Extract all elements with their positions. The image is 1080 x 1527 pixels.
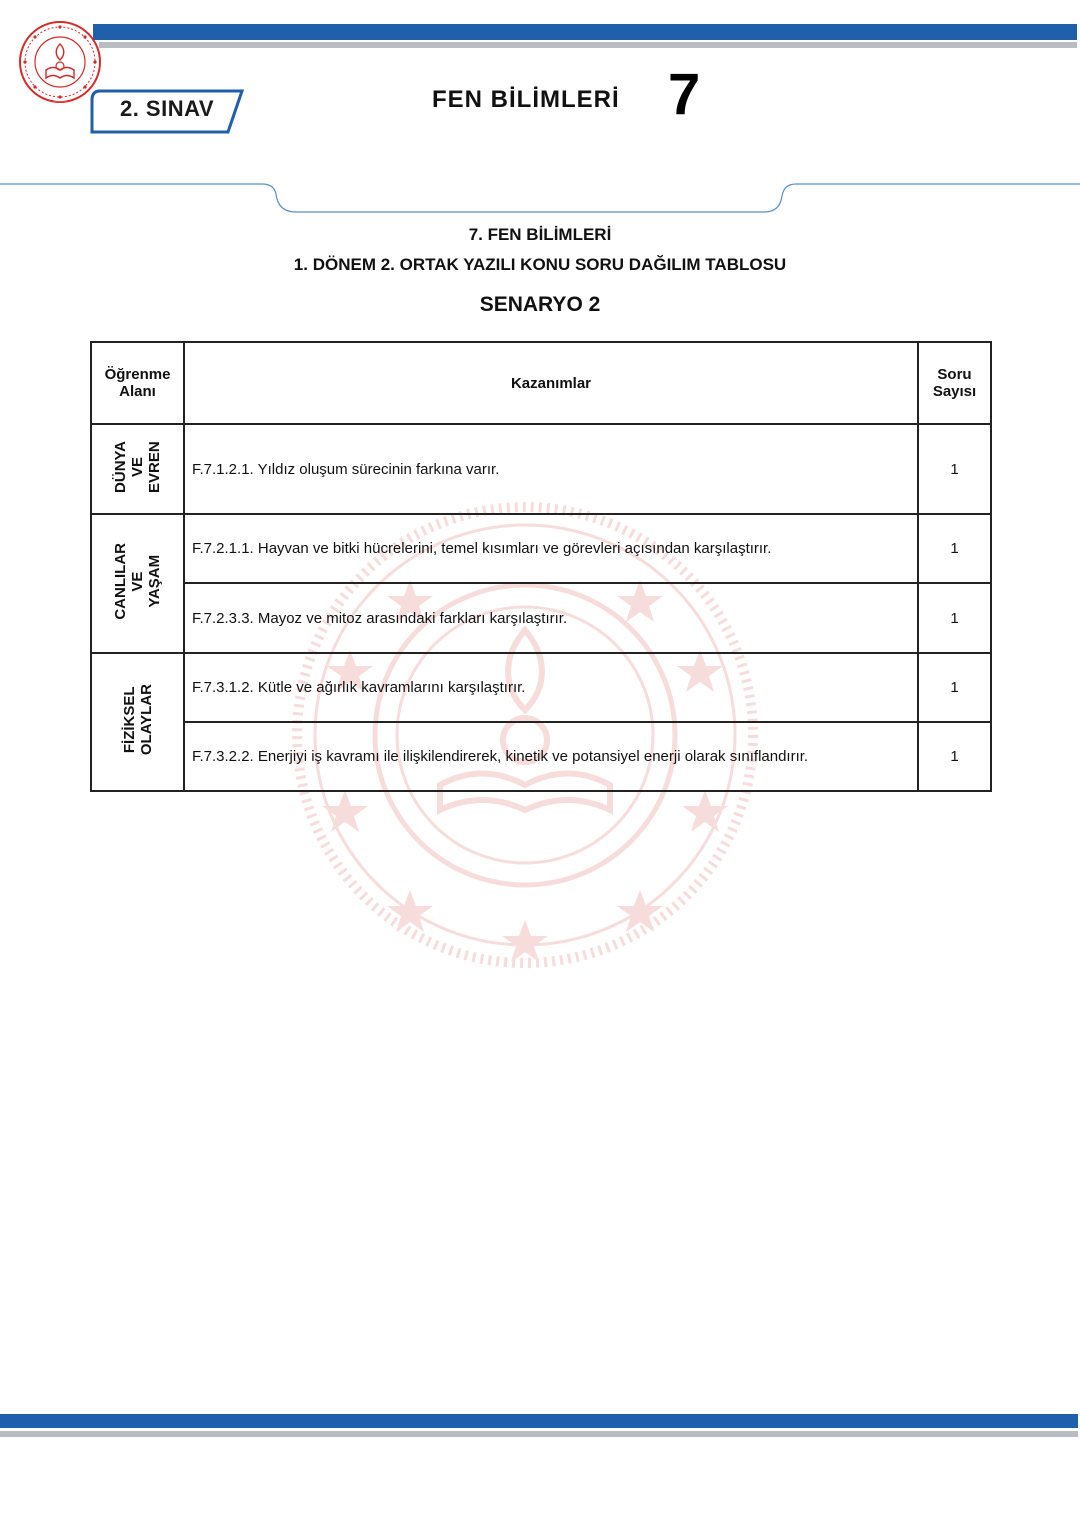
footer-gray-bar [0, 1431, 1078, 1437]
table-row [91, 583, 991, 653]
table-row [91, 424, 991, 514]
kazanim-cell: F.7.2.3.3. Mayoz ve mitoz arasındaki farkları karşılaştırır. [184, 583, 918, 653]
count-cell: 1 [918, 514, 991, 583]
kazanim-cell: F.7.2.1.1. Hayvan ve bitki hücrelerini, temel kısımları ve görevleri açısından karşılaştırır. [184, 514, 918, 583]
scenario-title: SENARYO 2 [479, 293, 601, 316]
header-divider [0, 180, 1080, 220]
header-gray-bar [99, 42, 1077, 48]
logo-text: T.C. MİLLÎ EĞİTİM BAKANLIĞI [53, 102, 67, 103]
table-row [91, 653, 991, 722]
count-cell: 1 [918, 722, 991, 791]
document-subtitle: 1. DÖNEM 2. ORTAK YAZILI KONU SORU DAĞILIM TABLOSU [293, 255, 787, 274]
table-row [91, 722, 991, 791]
header-blue-bar [93, 24, 1077, 40]
count-cell: 1 [918, 653, 991, 722]
area-cell [91, 653, 184, 791]
count-cell: 1 [918, 583, 991, 653]
area-label: DÜNYA VE EVREN [112, 441, 163, 493]
kazanim-cell: F.7.1.2.1. Yıldız oluşum sürecinin farkına varır. [184, 424, 918, 514]
area-label: FİZİKSEL OLAYLAR [120, 684, 155, 756]
table-row [91, 514, 991, 583]
area-cell [91, 514, 184, 653]
grade-number: 7 [668, 62, 701, 127]
subject-title: FEN BİLİMLERİ [432, 86, 620, 113]
exam-label: 2. SINAV [119, 96, 215, 121]
table-header-row [91, 342, 991, 424]
document-title: 7. FEN BİLİMLERİ [468, 225, 612, 244]
area-cell [91, 424, 184, 514]
topic-distribution-table [90, 341, 992, 792]
footer-blue-bar [0, 1414, 1078, 1428]
header-learning-area: Öğrenme Alanı [91, 342, 184, 424]
kazanim-cell: F.7.3.1.2. Kütle ve ağırlık kavramlarını karşılaştırır. [184, 653, 918, 722]
watermark-text: TÜRKİYE CUMHURİYETİ MİLLÎ EĞİTİM BAKANLIĞI [513, 735, 537, 736]
kazanim-cell: F.7.3.2.2. Enerjiyi iş kavramı ile ilişkilendirerek, kinetik ve potansiyel enerji olarak sınıflandırır. [184, 722, 918, 791]
count-cell: 1 [918, 424, 991, 514]
area-label: CANLILAR VE YAŞAM [112, 543, 163, 620]
header-question-count: Soru Sayısı [918, 342, 991, 424]
header-kazanimlar: Kazanımlar [184, 342, 918, 424]
